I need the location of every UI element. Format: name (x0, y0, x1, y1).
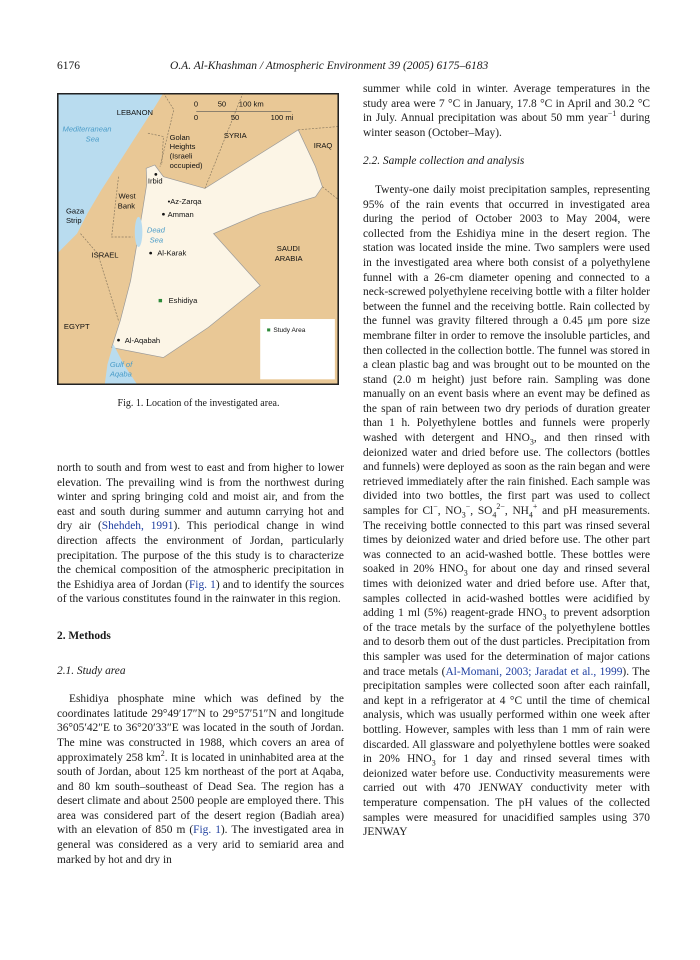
al-aqabah-marker (117, 339, 120, 342)
text-run: Twenty-one daily moist precipitation samples, representing 95% of the rain events that occurred in investigated area during the period of October 2003 to May 2004, were collected from the Eshidiya mine in the desert region. The station was located inside the mine. Two samplers were used in the investigated area where both consist of a polyethylene funnel with a 26-cm diameter opening and connected to a neck-screwed polyethylene receiving bottle with a filter holder between the funnel and the receiving bottle. Rain collected by the funnel was gravity filtered through a 0.45 μm pore size membrane filter in order to remove the insoluble particles, and then collected in the collection bottle. The funnel was stored in a clean plastic bag and was brought out to be mounted on the stand (2.0 m height) just before rain. Sampling was done manually on an event basis where an event may be defined as the span of rain between two dry periods of duration greater than 1 h. Polyethylene bottles and funnels were properly washed with detergent and HNO (363, 183, 650, 445)
text-run: summer while cold in winter. Average temperatures in the study area were 7 °C in January, 17.8 °C in April and 30.2 °C in July. Annual precipitation was about 50 mm year (363, 83, 650, 125)
amman-marker (162, 213, 165, 216)
label-az-zarqa: •Az-Zarqa (167, 197, 202, 207)
supscript-text: + (532, 502, 538, 512)
label-gaza-1: Gaza (65, 206, 85, 216)
text-run: for about one day and rinsed several times with deionized water and dried before use. After that, samples collected in acid-washed bottles were acidified by adding 1 ml (5%) reagent-grade HNO (363, 563, 650, 620)
label-golan-1: Golan (169, 132, 190, 142)
subscript-text: 3 (529, 437, 534, 447)
label-dead-sea-2: Sea (149, 235, 164, 245)
subscript-text: 3 (542, 612, 547, 622)
text-run: ) and to identify the sources of the various constitutes found in the rainwater in this region. (57, 578, 344, 606)
citation-link[interactable]: Al-Momani, 2003; Jaradat et al., 1999 (445, 665, 623, 678)
label-arabia: ARABIA (274, 254, 303, 264)
label-gulf-1: Gulf of (109, 360, 133, 369)
label-al-aqabah: Al-Aqabah (124, 335, 161, 345)
label-lebanon: LEBANON (116, 107, 154, 117)
paragraph (57, 692, 344, 867)
al-karak-marker (149, 252, 152, 255)
text-run: ). The investigated area in general was considered as a very arid to semiarid area and marked by hot and dry in (57, 824, 344, 866)
subsection-heading (57, 664, 344, 679)
eshidiya-marker (159, 299, 162, 302)
label-eshidiya: Eshidiya (168, 296, 198, 305)
paragraph (57, 461, 344, 607)
right-column (363, 82, 650, 840)
citation-link[interactable]: Fig. 1 (193, 824, 221, 837)
supscript-text: 2 (160, 748, 165, 758)
legend-study-area-icon (267, 328, 270, 331)
scale-mi100: 100 mi (270, 112, 294, 122)
text-run: and pH measurements. The receiving bottle connected to this part was rinsed several times by deionized water and dried before use. The other part was connected to an acid-washed bottle. These bottles were soaked in 20% HNO (363, 505, 650, 576)
dead-sea (135, 217, 143, 247)
text-run: for 1 day and rinsed several times with deionized water before use. Conductivity measurements were carried out with 470 JENWAY conductivity meter with temperature compensation. The pH values of the collected samples were measured for unacidified samples using 370 JENWAY (363, 753, 650, 839)
label-iraq: IRAQ (313, 141, 333, 151)
label-gaza-2: Strip (65, 216, 82, 225)
irbid-marker (154, 173, 157, 176)
label-golan-4: occupied) (169, 161, 203, 170)
label-west-bank-2: Bank (117, 201, 136, 211)
label-mediterranean: Mediterranean (62, 124, 112, 134)
running-title: O.A. Al-Khashman / Atmospheric Environment 39 (2005) 6175–6183 (170, 60, 489, 72)
left-column (57, 461, 344, 867)
text-run: , NO (437, 505, 462, 518)
paragraph (363, 183, 650, 840)
label-golan-3: (Israeli (169, 151, 193, 161)
subscript-text: 4 (492, 510, 497, 520)
text-run: to prevent adsorption of the trace metals by the surface of the polyethylene bottles and to desorb them out of the dust particles. Precipitation from this sampler was used for the determination of major cations and trace metals ( (363, 607, 650, 678)
text-run: 2. Methods (57, 629, 111, 642)
page-number: 6176 (57, 60, 80, 72)
citation-link[interactable]: Fig. 1 (188, 578, 216, 591)
text-run: 2.2. Sample collection and analysis (363, 155, 525, 168)
label-syria: SYRIA (223, 131, 247, 141)
label-al-karak: Al-Karak (157, 248, 187, 258)
scale-km100: 100 km (238, 99, 264, 109)
supscript-text: 2− (496, 502, 505, 512)
label-egypt: EGYPT (63, 322, 90, 332)
label-gulf-2: Aqaba (109, 369, 132, 379)
text-run: , and then rinsed with deionized water and dried before use. The collectors (bottles and funnels) were deployed as soon as the rain began and were retrieved immediately after the rain finished. Each sample was divided into two bottles, the first part was used to collect samples for Cl (363, 432, 650, 518)
text-run: 2.1. Study area (57, 664, 126, 677)
label-amman: Amman (167, 210, 194, 219)
label-west-bank-1: West (118, 191, 136, 201)
text-run: . It is located in uninhabited area at the south of Jordan, about 125 km northeast of the port at Aqaba, and 80 km south–southeast of Dead Sea. The region has a desert climate and about 2500 people are employed there. This area was considered part of the desert region (Badiah area) with an elevation of 850 m ( (57, 751, 344, 837)
paragraph (363, 82, 650, 140)
scale-km50: 50 (217, 99, 227, 109)
text-run: Eshidiya phosphate mine which was defined by the coordinates latitude 29°49′17″N to 29°57′51″N and longitude 36°05′42″E to 36°20′33″E was located in the south of Jordan. The mine was constructed in 1988, which covers an area of approximately 258 km (57, 693, 344, 764)
label-saudi: SAUDI (276, 244, 300, 254)
location-map (57, 93, 339, 385)
label-israel: ISRAEL (91, 250, 119, 260)
text-run: north to south and from west to east and from higher to lower elevation. The prevailing wind is from the northwest during winter and spring bringing cold and moist air, and from the east and south during summer and autumn carrying hot and dry air ( (57, 462, 344, 533)
subsection-heading (363, 154, 650, 169)
subscript-text: 3 (461, 510, 466, 520)
label-irbid: Irbid (147, 176, 163, 186)
label-med-sea: Sea (85, 134, 100, 144)
section-heading (57, 629, 344, 644)
subscript-text: 3 (431, 758, 436, 768)
supscript-text: −1 (607, 109, 617, 119)
text-run: , SO (470, 505, 493, 518)
text-run: ). This periodical change in wind direction affects the environment of Jordan, particularly precipitation. The purpose of the this study is to characterize the chemical composition of the atmospheric precipitation in the Eshidiya area of Jordan ( (57, 520, 344, 591)
text-run: ). The precipitation samples were collected soon after each rainfall, and kept in a refrigerator at 4 °C until the time of chemical analysis, which was usually performed within one week after bottling. However, samples with less than 1 mm of rain were discarded. All glassware and polyethylene bottles were soaked in 20% HNO (363, 665, 650, 766)
subscript-text: 3 (463, 568, 468, 578)
subscript-text: 4 (528, 510, 533, 520)
scale-mi50: 50 (230, 112, 240, 122)
scale-km0: 0 (193, 99, 199, 109)
label-dead-sea-1: Dead (146, 225, 165, 235)
text-run: during winter season (October–May). (363, 112, 650, 139)
text-run: , NH (504, 505, 529, 518)
figure-caption: Fig. 1. Location of the investigated area. (117, 398, 280, 409)
scale-mi0: 0 (193, 112, 199, 122)
citation-link[interactable]: Shehdeh, 1991 (101, 520, 174, 533)
legend-study-area: Study Area (273, 326, 306, 334)
label-golan-2: Heights (169, 142, 196, 152)
supscript-text: − (433, 502, 438, 512)
supscript-text: − (465, 502, 471, 512)
